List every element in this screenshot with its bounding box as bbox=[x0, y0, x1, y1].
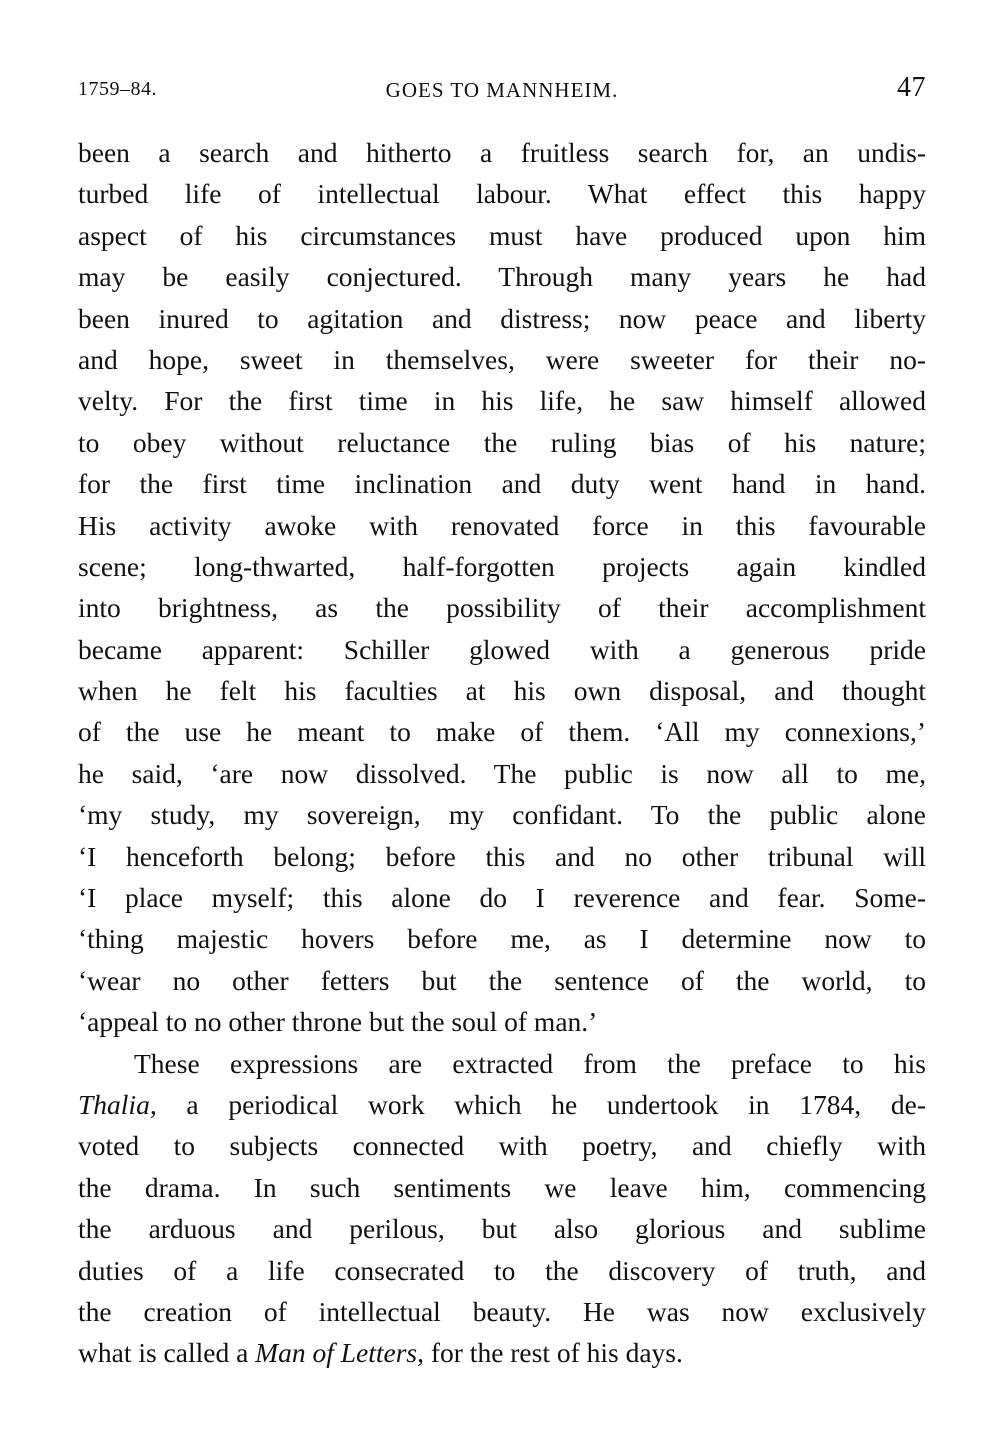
text-line: ‘my study, my sovereign, my confidant. To the public alone bbox=[78, 799, 926, 831]
text-fragment: a periodical work which he undertook in 1784, de- bbox=[156, 1088, 926, 1120]
header-title: GOES TO MANNHEIM. bbox=[385, 78, 619, 102]
text-fragment: what is called a bbox=[78, 1337, 256, 1369]
text-line: ‘thing majestic hovers before me, as I determine now to bbox=[78, 923, 926, 955]
text-line: became apparent: Schiller glowed with a generous pride bbox=[78, 633, 926, 665]
text-line: scene; long-thwarted, half-forgotten projects again kindled bbox=[78, 550, 926, 582]
text-line bbox=[78, 1084, 926, 1125]
text-line: been inured to agitation and distress; now peace and liberty bbox=[78, 302, 926, 334]
text-line: the creation of intellectual beauty. He was now exclusively bbox=[78, 1295, 926, 1327]
text-line: voted to subjects connected with poetry, and chiefly with bbox=[78, 1130, 926, 1162]
italic-phrase-man-of-letters: Man of Letters, bbox=[255, 1337, 424, 1369]
text-line: the arduous and perilous, but also glorious and sublime bbox=[78, 1213, 926, 1245]
text-line: into brightness, as the possibility of their accomplishment bbox=[78, 592, 926, 624]
text-line: duties of a life consecrated to the discovery of truth, and bbox=[78, 1254, 926, 1286]
page-number: 47 bbox=[897, 72, 926, 103]
text-line: ‘wear no other fetters but the sentence of the world, to bbox=[78, 964, 926, 996]
text-line: for the first time inclination and duty went hand in hand. bbox=[78, 468, 926, 500]
text-line: aspect of his circumstances must have produced upon him bbox=[78, 219, 926, 251]
text-line: the drama. In such sentiments we leave him, commencing bbox=[78, 1171, 926, 1203]
text-line bbox=[78, 1332, 926, 1373]
text-line: he said, ‘are now dissolved. The public is now all to me, bbox=[78, 757, 926, 789]
text-line: ‘I henceforth belong; before this and no other tribunal will bbox=[78, 840, 926, 872]
text-line: ‘appeal to no other throne but the soul of man.’ bbox=[78, 1006, 598, 1038]
text-line: His activity awoke with renovated force in this favourable bbox=[78, 509, 926, 541]
text-line: turbed life of intellectual labour. What effect this happy bbox=[78, 178, 926, 210]
running-head bbox=[78, 72, 926, 112]
text-line: been a search and hitherto a fruitless search for, an undis- bbox=[78, 137, 926, 168]
text-line: of the use he meant to make of them. ‘All my connexions,’ bbox=[78, 716, 926, 748]
italic-title-thalia: Thalia, bbox=[78, 1088, 157, 1120]
text-line: when he felt his faculties at his own disposal, and thought bbox=[78, 675, 926, 707]
text-line: These expressions are extracted from the preface to his bbox=[134, 1047, 926, 1079]
header-years: 1759–84. bbox=[78, 78, 157, 100]
text-line: may be easily conjectured. Through many years he had bbox=[78, 261, 926, 293]
text-line: ‘I place myself; this alone do I reverence and fear. Some- bbox=[78, 882, 926, 914]
text-fragment: for the rest of his days. bbox=[423, 1337, 683, 1369]
body-text bbox=[78, 132, 926, 1374]
text-line: and hope, sweet in themselves, were sweeter for their no- bbox=[78, 343, 926, 375]
text-line: velty. For the first time in his life, he saw himself allowed bbox=[78, 385, 926, 417]
text-line: to obey without reluctance the ruling bias of his nature; bbox=[78, 426, 926, 458]
